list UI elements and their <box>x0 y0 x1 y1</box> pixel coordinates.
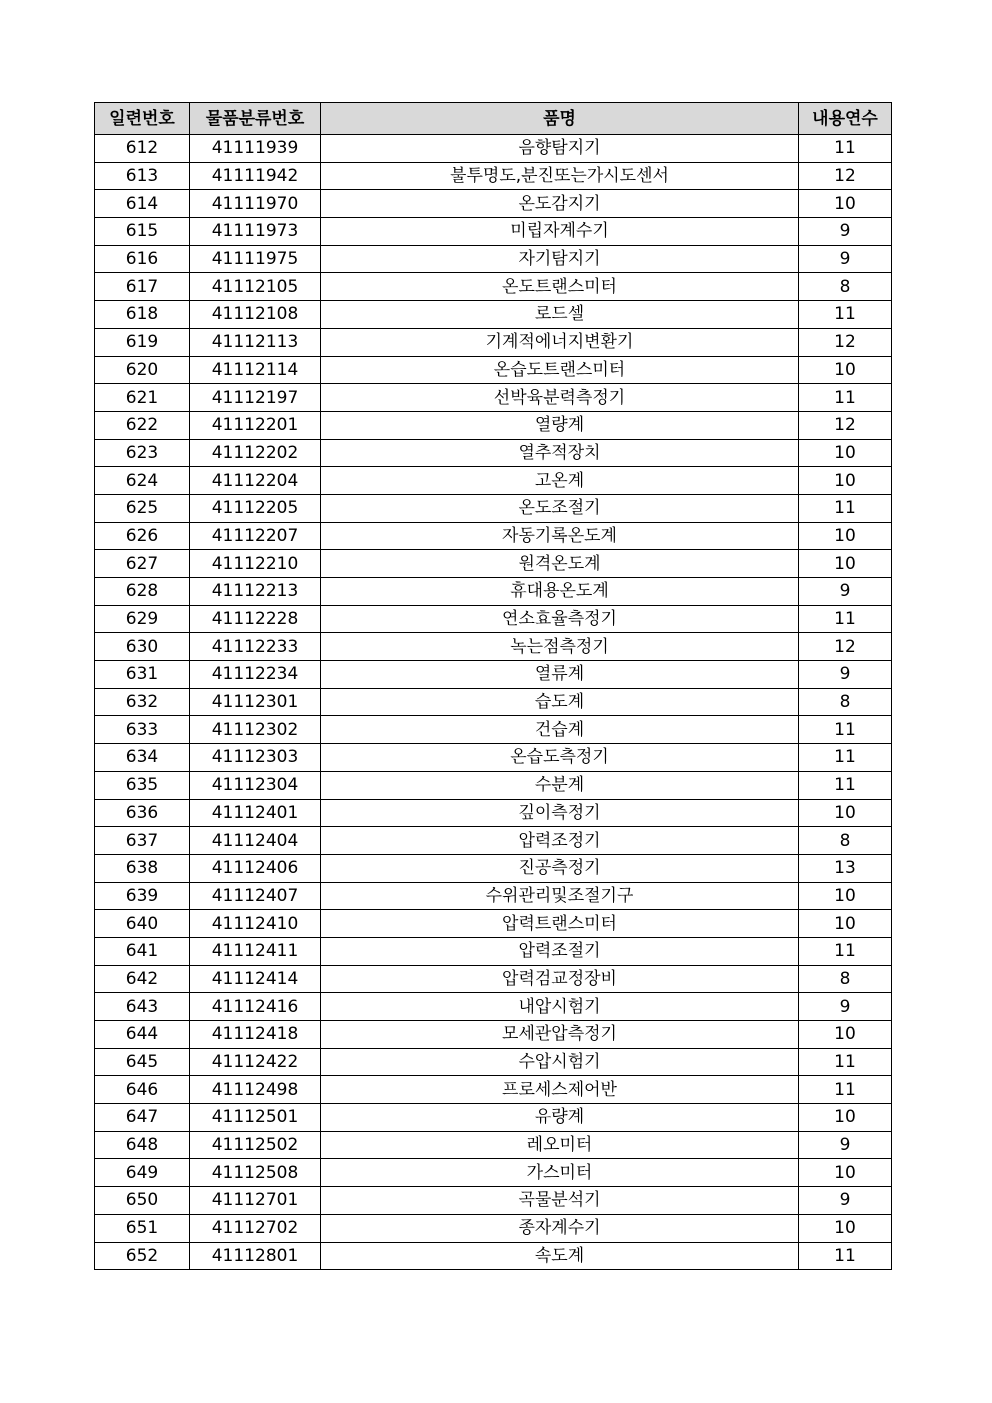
serial-number-cell: 639 <box>95 882 190 910</box>
item-name-cell: 온도감지기 <box>321 190 799 218</box>
serial-number-cell: 622 <box>95 411 190 439</box>
item-name-cell: 원격온도계 <box>321 550 799 578</box>
classification-number-cell: 41112422 <box>190 1048 321 1076</box>
useful-life-cell: 10 <box>799 190 892 218</box>
useful-life-cell: 9 <box>799 578 892 606</box>
item-name-cell: 휴대용온도계 <box>321 578 799 606</box>
table-row <box>95 965 892 993</box>
table-row <box>95 744 892 772</box>
classification-number-cell: 41112233 <box>190 633 321 661</box>
item-name-cell: 내압시험기 <box>321 993 799 1021</box>
header-serial-number: 일련번호 <box>95 103 190 135</box>
classification-number-cell: 41112114 <box>190 356 321 384</box>
useful-life-cell: 9 <box>799 245 892 273</box>
serial-number-cell: 634 <box>95 744 190 772</box>
serial-number-cell: 635 <box>95 771 190 799</box>
classification-number-cell: 41112204 <box>190 467 321 495</box>
serial-number-cell: 648 <box>95 1131 190 1159</box>
item-name-cell: 곡물분석기 <box>321 1187 799 1215</box>
useful-life-cell: 12 <box>799 162 892 190</box>
table-row <box>95 218 892 246</box>
useful-life-cell: 9 <box>799 661 892 689</box>
useful-life-cell: 10 <box>799 882 892 910</box>
item-name-cell: 온도트랜스미터 <box>321 273 799 301</box>
useful-life-cell: 9 <box>799 1131 892 1159</box>
classification-number-cell: 41111939 <box>190 135 321 163</box>
useful-life-cell: 8 <box>799 688 892 716</box>
item-name-cell: 진공측정기 <box>321 854 799 882</box>
serial-number-cell: 614 <box>95 190 190 218</box>
classification-number-cell: 41112702 <box>190 1214 321 1242</box>
classification-number-cell: 41112418 <box>190 1021 321 1049</box>
useful-life-cell: 12 <box>799 328 892 356</box>
classification-number-cell: 41112406 <box>190 854 321 882</box>
item-name-cell: 모세관압측정기 <box>321 1021 799 1049</box>
classification-number-cell: 41112303 <box>190 744 321 772</box>
serial-number-cell: 640 <box>95 910 190 938</box>
table-row <box>95 910 892 938</box>
serial-number-cell: 650 <box>95 1187 190 1215</box>
serial-number-cell: 620 <box>95 356 190 384</box>
serial-number-cell: 645 <box>95 1048 190 1076</box>
item-name-cell: 열추적장치 <box>321 439 799 467</box>
classification-number-cell: 41112401 <box>190 799 321 827</box>
serial-number-cell: 652 <box>95 1242 190 1270</box>
useful-life-cell: 11 <box>799 605 892 633</box>
item-name-cell: 압력조정기 <box>321 827 799 855</box>
table-row <box>95 1159 892 1187</box>
useful-life-cell: 8 <box>799 965 892 993</box>
serial-number-cell: 636 <box>95 799 190 827</box>
item-name-cell: 자기탐지기 <box>321 245 799 273</box>
serial-number-cell: 618 <box>95 301 190 329</box>
item-name-cell: 고온계 <box>321 467 799 495</box>
classification-number-cell: 41112414 <box>190 965 321 993</box>
useful-life-cell: 11 <box>799 771 892 799</box>
classification-number-cell: 41112302 <box>190 716 321 744</box>
classification-number-cell: 41112105 <box>190 273 321 301</box>
serial-number-cell: 624 <box>95 467 190 495</box>
useful-life-cell: 12 <box>799 633 892 661</box>
table-row <box>95 190 892 218</box>
table-row <box>95 494 892 522</box>
useful-life-cell: 11 <box>799 494 892 522</box>
serial-number-cell: 646 <box>95 1076 190 1104</box>
serial-number-cell: 626 <box>95 522 190 550</box>
classification-number-cell: 41112213 <box>190 578 321 606</box>
serial-number-cell: 632 <box>95 688 190 716</box>
table-row <box>95 162 892 190</box>
table-body <box>95 135 892 1270</box>
useful-life-cell: 11 <box>799 1242 892 1270</box>
table-row <box>95 273 892 301</box>
item-name-cell: 건습계 <box>321 716 799 744</box>
serial-number-cell: 651 <box>95 1214 190 1242</box>
table-row <box>95 578 892 606</box>
useful-life-cell: 11 <box>799 744 892 772</box>
header-item-name: 품명 <box>321 103 799 135</box>
serial-number-cell: 616 <box>95 245 190 273</box>
item-name-cell: 녹는점측정기 <box>321 633 799 661</box>
serial-number-cell: 642 <box>95 965 190 993</box>
item-name-cell: 로드셀 <box>321 301 799 329</box>
table-row <box>95 771 892 799</box>
classification-number-cell: 41112113 <box>190 328 321 356</box>
item-name-cell: 레오미터 <box>321 1131 799 1159</box>
table-row <box>95 661 892 689</box>
classification-number-cell: 41112502 <box>190 1131 321 1159</box>
item-name-cell: 불투명도,분진또는가시도센서 <box>321 162 799 190</box>
useful-life-cell: 10 <box>799 1021 892 1049</box>
item-name-cell: 열류계 <box>321 661 799 689</box>
classification-number-cell: 41112207 <box>190 522 321 550</box>
serial-number-cell: 649 <box>95 1159 190 1187</box>
document-page <box>94 102 891 1270</box>
item-name-cell: 수위관리및조절기구 <box>321 882 799 910</box>
useful-life-cell: 12 <box>799 411 892 439</box>
classification-number-cell: 41112205 <box>190 494 321 522</box>
serial-number-cell: 637 <box>95 827 190 855</box>
item-name-cell: 가스미터 <box>321 1159 799 1187</box>
classification-number-cell: 41111973 <box>190 218 321 246</box>
useful-life-cell: 10 <box>799 1104 892 1132</box>
table-row <box>95 827 892 855</box>
item-name-cell: 프로세스제어반 <box>321 1076 799 1104</box>
serial-number-cell: 629 <box>95 605 190 633</box>
table-row <box>95 135 892 163</box>
item-name-cell: 수분계 <box>321 771 799 799</box>
serial-number-cell: 619 <box>95 328 190 356</box>
item-name-cell: 자동기록온도계 <box>321 522 799 550</box>
table-row <box>95 716 892 744</box>
useful-life-cell: 13 <box>799 854 892 882</box>
item-name-cell: 온습도측정기 <box>321 744 799 772</box>
classification-number-cell: 41112501 <box>190 1104 321 1132</box>
header-useful-life-years: 내용연수 <box>799 103 892 135</box>
table-row <box>95 1104 892 1132</box>
table-row <box>95 1048 892 1076</box>
useful-life-cell: 10 <box>799 1214 892 1242</box>
classification-number-cell: 41112701 <box>190 1187 321 1215</box>
serial-number-cell: 615 <box>95 218 190 246</box>
table-row <box>95 1021 892 1049</box>
useful-life-cell: 10 <box>799 1159 892 1187</box>
useful-life-cell: 9 <box>799 218 892 246</box>
useful-life-cell: 11 <box>799 1076 892 1104</box>
serial-number-cell: 631 <box>95 661 190 689</box>
table-row <box>95 522 892 550</box>
useful-life-cell: 10 <box>799 467 892 495</box>
item-name-cell: 미립자계수기 <box>321 218 799 246</box>
classification-number-cell: 41112508 <box>190 1159 321 1187</box>
table-row <box>95 882 892 910</box>
item-name-cell: 기계적에너지변환기 <box>321 328 799 356</box>
useful-life-cell: 10 <box>799 439 892 467</box>
classification-number-cell: 41111970 <box>190 190 321 218</box>
item-name-cell: 열량계 <box>321 411 799 439</box>
header-item-classification-number: 물품분류번호 <box>190 103 321 135</box>
item-name-cell: 온습도트랜스미터 <box>321 356 799 384</box>
table-row <box>95 799 892 827</box>
serial-number-cell: 641 <box>95 937 190 965</box>
classification-number-cell: 41112210 <box>190 550 321 578</box>
serial-number-cell: 612 <box>95 135 190 163</box>
table-row <box>95 937 892 965</box>
item-name-cell: 음향탐지기 <box>321 135 799 163</box>
classification-number-cell: 41112407 <box>190 882 321 910</box>
table-row <box>95 633 892 661</box>
item-name-cell: 연소효율측정기 <box>321 605 799 633</box>
table-row <box>95 854 892 882</box>
classification-number-cell: 41112498 <box>190 1076 321 1104</box>
useful-life-cell: 11 <box>799 135 892 163</box>
serial-number-cell: 643 <box>95 993 190 1021</box>
item-name-cell: 압력검교정장비 <box>321 965 799 993</box>
classification-number-cell: 41112801 <box>190 1242 321 1270</box>
item-name-cell: 습도계 <box>321 688 799 716</box>
useful-life-cell: 8 <box>799 273 892 301</box>
useful-life-cell: 10 <box>799 550 892 578</box>
table-row <box>95 1131 892 1159</box>
serial-number-cell: 621 <box>95 384 190 412</box>
serial-number-cell: 644 <box>95 1021 190 1049</box>
useful-life-cell: 11 <box>799 1048 892 1076</box>
table-row <box>95 384 892 412</box>
classification-number-cell: 41111942 <box>190 162 321 190</box>
item-name-cell: 온도조절기 <box>321 494 799 522</box>
item-name-cell: 압력트랜스미터 <box>321 910 799 938</box>
classification-number-cell: 41112416 <box>190 993 321 1021</box>
useful-life-cell: 10 <box>799 799 892 827</box>
item-lifespan-table <box>94 102 892 1270</box>
serial-number-cell: 647 <box>95 1104 190 1132</box>
classification-number-cell: 41112228 <box>190 605 321 633</box>
classification-number-cell: 41112197 <box>190 384 321 412</box>
item-name-cell: 유량계 <box>321 1104 799 1132</box>
useful-life-cell: 11 <box>799 937 892 965</box>
table-row <box>95 688 892 716</box>
table-row <box>95 301 892 329</box>
classification-number-cell: 41112202 <box>190 439 321 467</box>
table-row <box>95 1076 892 1104</box>
useful-life-cell: 9 <box>799 1187 892 1215</box>
item-name-cell: 선박육분력측정기 <box>321 384 799 412</box>
serial-number-cell: 623 <box>95 439 190 467</box>
table-row <box>95 1242 892 1270</box>
table-row <box>95 550 892 578</box>
item-name-cell: 압력조절기 <box>321 937 799 965</box>
useful-life-cell: 11 <box>799 716 892 744</box>
useful-life-cell: 11 <box>799 301 892 329</box>
table-header-row <box>95 103 892 135</box>
classification-number-cell: 41112304 <box>190 771 321 799</box>
table-row <box>95 245 892 273</box>
serial-number-cell: 625 <box>95 494 190 522</box>
table-row <box>95 439 892 467</box>
serial-number-cell: 638 <box>95 854 190 882</box>
useful-life-cell: 10 <box>799 522 892 550</box>
table-row <box>95 1187 892 1215</box>
useful-life-cell: 8 <box>799 827 892 855</box>
table-row <box>95 993 892 1021</box>
item-name-cell: 속도계 <box>321 1242 799 1270</box>
classification-number-cell: 41112108 <box>190 301 321 329</box>
serial-number-cell: 627 <box>95 550 190 578</box>
classification-number-cell: 41111975 <box>190 245 321 273</box>
serial-number-cell: 613 <box>95 162 190 190</box>
item-name-cell: 깊이측정기 <box>321 799 799 827</box>
classification-number-cell: 41112411 <box>190 937 321 965</box>
item-name-cell: 종자계수기 <box>321 1214 799 1242</box>
classification-number-cell: 41112404 <box>190 827 321 855</box>
classification-number-cell: 41112301 <box>190 688 321 716</box>
item-name-cell: 수압시험기 <box>321 1048 799 1076</box>
classification-number-cell: 41112234 <box>190 661 321 689</box>
serial-number-cell: 630 <box>95 633 190 661</box>
serial-number-cell: 628 <box>95 578 190 606</box>
classification-number-cell: 41112201 <box>190 411 321 439</box>
useful-life-cell: 10 <box>799 356 892 384</box>
serial-number-cell: 633 <box>95 716 190 744</box>
useful-life-cell: 9 <box>799 993 892 1021</box>
table-row <box>95 328 892 356</box>
classification-number-cell: 41112410 <box>190 910 321 938</box>
table-row <box>95 411 892 439</box>
serial-number-cell: 617 <box>95 273 190 301</box>
table-row <box>95 356 892 384</box>
table-row <box>95 605 892 633</box>
useful-life-cell: 11 <box>799 384 892 412</box>
table-row <box>95 1214 892 1242</box>
table-row <box>95 467 892 495</box>
useful-life-cell: 10 <box>799 910 892 938</box>
